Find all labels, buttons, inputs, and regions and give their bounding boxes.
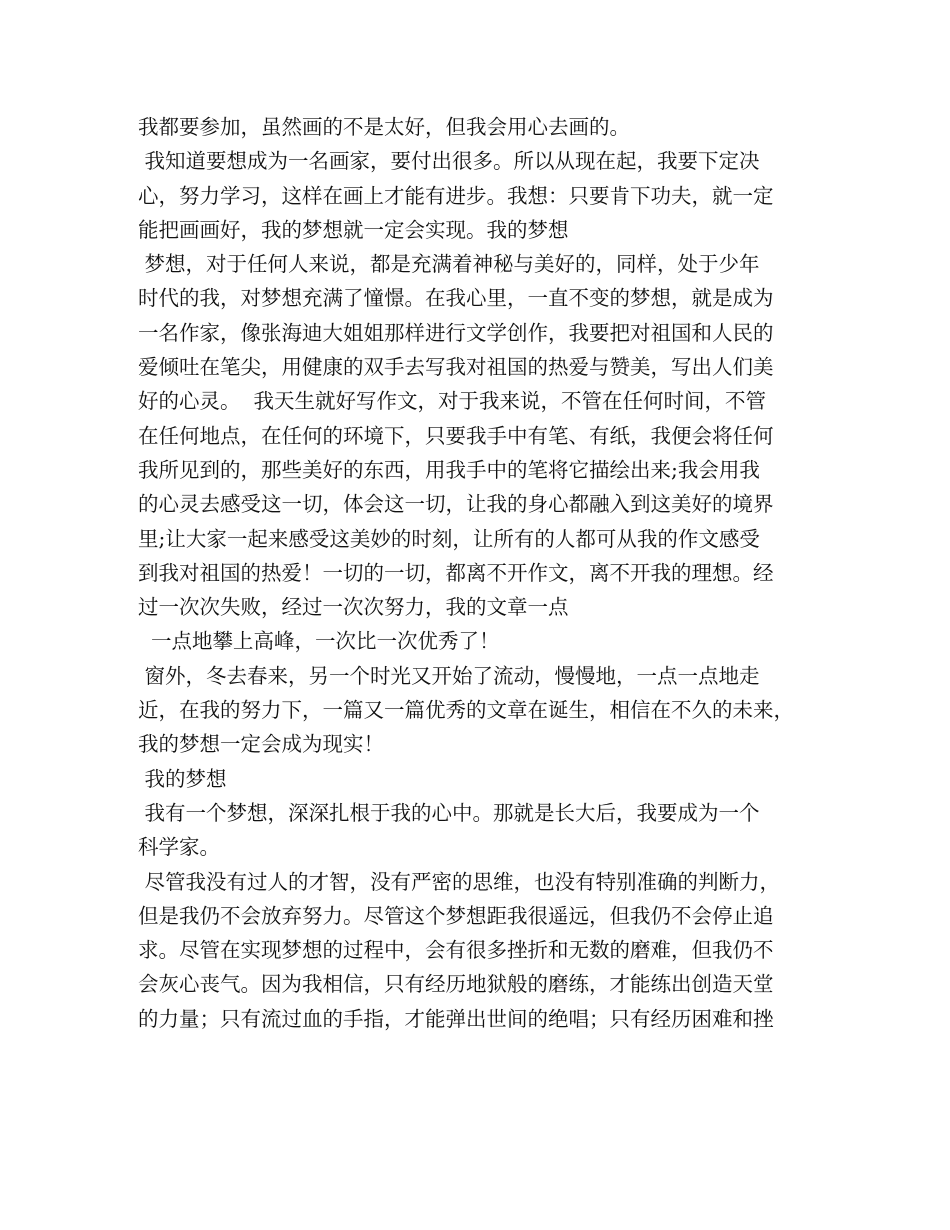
text-line-3: 心，努力学习，这样在画上才能有进步。我想：只要肯下功夫，就一定 [138, 183, 774, 208]
text-line-17: 窗外，冬去春来，另一个时光又开始了流动，慢慢地，一点一点地走 [138, 663, 760, 688]
text-line-4: 能把画画好，我的梦想就一定会实现。我的梦想 [138, 217, 569, 242]
text-line-9: 好的心灵。 我天生就好写作文，对于我来说，不管在任何时间，不管 [138, 389, 767, 414]
text-line-18: 近，在我的努力下，一篇又一篇优秀的文章在诞生，相信在不久的未来， [138, 698, 794, 723]
text-line-7: 一名作家，像张海迪大姐姐那样进行文学创作，我要把对祖国和人民的 [138, 320, 774, 345]
text-line-14: 到我对祖国的热爱！一切的一切，都离不开作文，离不开我的理想。经 [138, 560, 774, 585]
text-line-12: 的心灵去感受这一切，体会这一切，让我的身心都融入到这美好的境界 [138, 492, 774, 517]
text-line-25: 求。尽管在实现梦想的过程中，会有很多挫折和无数的磨难，但我仍不 [138, 938, 774, 963]
text-line-19: 我的梦想一定会成为现实！ [138, 732, 384, 757]
text-line-5: 梦想，对于任何人来说，都是充满着神秘与美好的，同样，处于少年 [138, 252, 760, 277]
text-line-10: 在任何地点，在任何的环境下，只要我手中有笔、有纸，我便会将任何 [138, 423, 774, 448]
text-line-23: 尽管我没有过人的才智，没有严密的思维，也没有特别准确的判断力， [138, 869, 781, 894]
text-line-11: 我所见到的，那些美好的东西，用我手中的笔将它描绘出来;我会用我 [138, 457, 760, 482]
text-line-22: 科学家。 [138, 835, 220, 860]
text-line-13: 里;让大家一起来感受这美妙的时刻，让所有的人都可从我的作文感受 [138, 526, 760, 551]
text-line-21: 我有一个梦想，深深扎根于我的心中。那就是长大后，我要成为一个 [138, 800, 760, 825]
text-line-15: 过一次次失败，经过一次次努力，我的文章一点 [138, 595, 569, 620]
text-line-6: 时代的我，对梦想充满了憧憬。在我心里，一直不变的梦想，就是成为 [138, 286, 774, 311]
text-line-27: 的力量；只有流过血的手指，才能弹出世间的绝唱；只有经历困难和挫 [138, 1006, 774, 1031]
text-line-8: 爱倾吐在笔尖，用健康的双手去写我对祖国的热爱与赞美，写出人们美 [138, 355, 774, 380]
section-heading-my-dream: 我的梦想 [138, 766, 227, 791]
document-body [138, 110, 838, 1036]
text-line-26: 会灰心丧气。因为我相信，只有经历地狱般的磨练，才能练出创造天堂 [138, 972, 774, 997]
text-line-16: 一点地攀上高峰，一次比一次优秀了！ [138, 629, 500, 654]
text-line-1: 我都要参加，虽然画的不是太好，但我会用心去画的。 [138, 115, 630, 139]
text-line-24: 但是我仍不会放弃努力。尽管这个梦想距我很遥远，但我仍不会停止追 [138, 903, 774, 928]
text-line-2: 我知道要想成为一名画家，要付出很多。所以从现在起，我要下定决 [138, 149, 760, 174]
